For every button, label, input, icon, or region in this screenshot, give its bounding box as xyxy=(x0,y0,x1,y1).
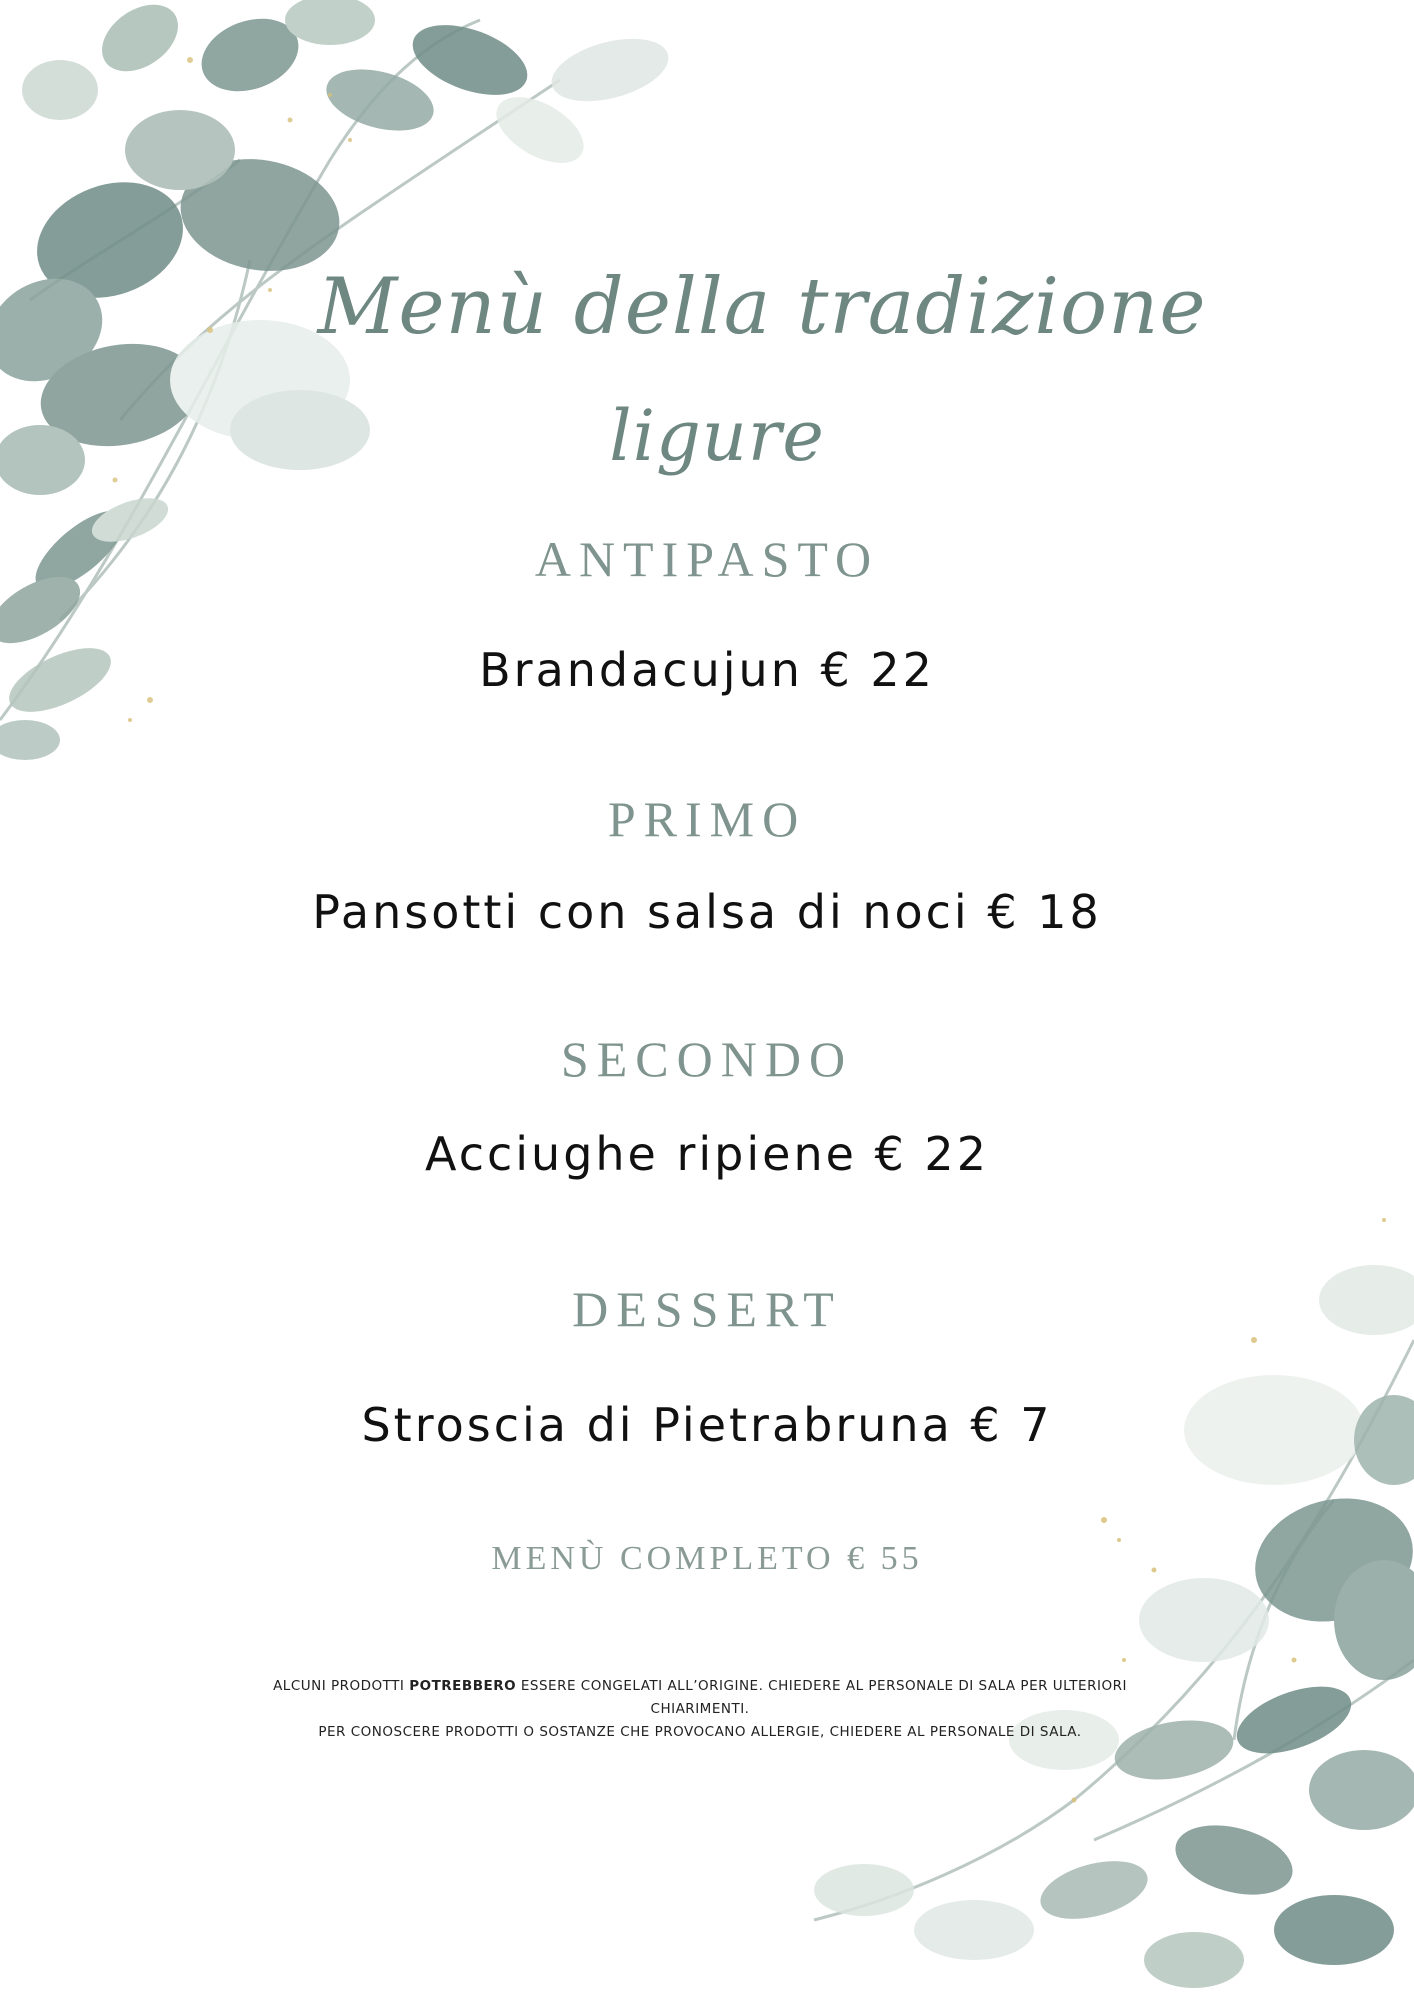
section-heading-antipasto: ANTIPASTO xyxy=(534,531,880,587)
notes-bold-text: POTREBBERO xyxy=(409,1678,517,1694)
menu-title-line-2: ligure xyxy=(609,395,825,477)
dish-dessert: Stroscia di Pietrabruna € 7 xyxy=(361,1398,1053,1452)
footer-notes xyxy=(230,1675,1170,1744)
menu-title: Menù della tradizione xyxy=(317,262,1207,352)
notes-text: ALCUNI PRODOTTI xyxy=(273,1678,410,1694)
dish-secondo: Acciughe ripiene € 22 xyxy=(425,1127,989,1181)
notes-line-1 xyxy=(230,1675,1170,1721)
section-heading-primo: PRIMO xyxy=(607,791,807,847)
dish-antipasto: Brandacujun € 22 xyxy=(479,643,935,697)
section-heading-secondo: SECONDO xyxy=(560,1031,854,1087)
notes-text: ESSERE CONGELATI ALL’ORIGINE. CHIEDERE AL PERSONALE DI SALA PER ULTERIORI CHIARIMENTI. xyxy=(516,1678,1127,1717)
notes-line-2: PER CONOSCERE PRODOTTI O SOSTANZE CHE PROVOCANO ALLERGIE, CHIEDERE AL PERSONALE DI SALA. xyxy=(318,1724,1082,1740)
section-heading-dessert: DESSERT xyxy=(572,1281,842,1337)
dish-primo: Pansotti con salsa di noci € 18 xyxy=(312,885,1102,939)
full-menu-price: MENÙ COMPLETO € 55 xyxy=(491,1540,923,1577)
